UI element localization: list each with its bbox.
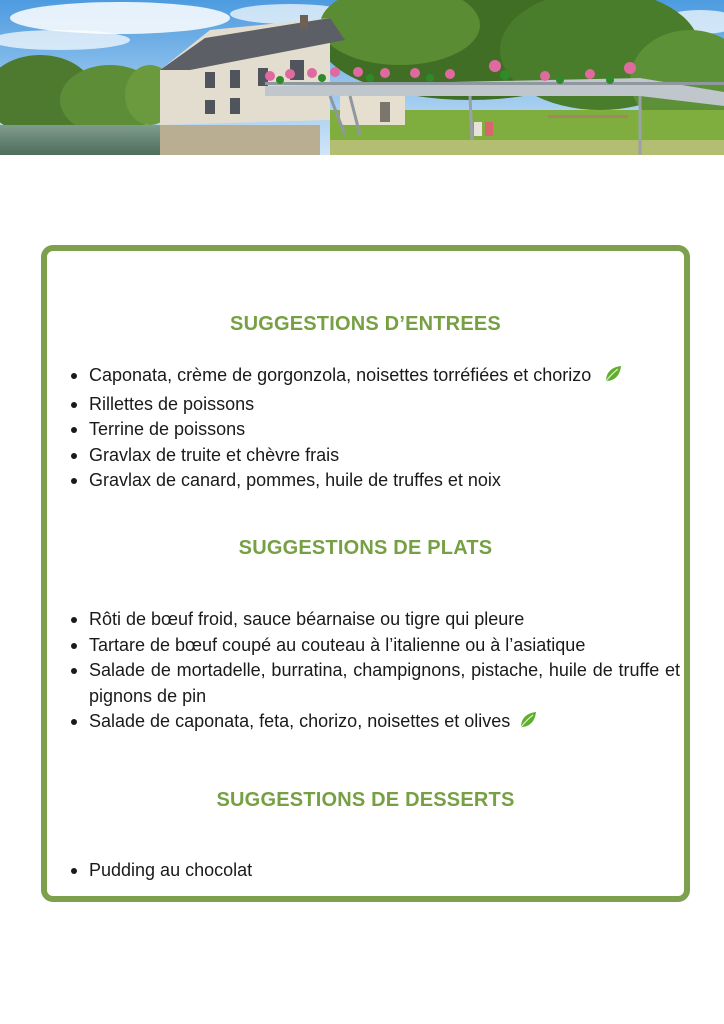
list-item [47, 633, 684, 659]
list-item [47, 443, 684, 469]
list-item [47, 417, 684, 443]
list-item-text: Rillettes de poissons [89, 393, 255, 414]
list-item [47, 607, 684, 633]
bullet [71, 402, 77, 408]
list-item-text: Terrine de poissons [89, 419, 246, 439]
bullet [71, 427, 77, 433]
list-item [47, 709, 684, 738]
section-title-desserts: SUGGESTIONS DE DESSERTS [216, 789, 515, 811]
desserts-list [47, 858, 684, 884]
leaf-icon [518, 710, 538, 738]
bullet [71, 453, 77, 459]
list-item-text: Rôti de bœuf froid, sauce béarnaise ou tigre qui pleure [89, 609, 525, 629]
list-item [47, 658, 684, 709]
list-item-text: Gravlax de truite et chèvre frais [89, 444, 340, 465]
list-item-text: Salade de caponata, feta, chorizo, noisettes et olives [89, 711, 511, 731]
list-item-text: Caponata, crème de gorgonzola, noisettes torréfiées et chorizo [89, 365, 592, 385]
bullet [71, 868, 77, 874]
list-item [47, 363, 684, 392]
bullet [71, 478, 77, 484]
plats-list [47, 607, 684, 738]
list-item-text: Gravlax de canard, pommes, huile de truffes et noix [89, 470, 501, 490]
header-photo [0, 0, 724, 155]
bullet [71, 617, 77, 623]
entrees-list [47, 363, 684, 494]
list-item-text: Pudding au chocolat [89, 860, 253, 880]
list-item [47, 858, 684, 884]
section-title-entrees: SUGGESTIONS D’ENTREES [230, 313, 501, 335]
list-item-text: Salade de mortadelle, burratina, champignons, pistache, huile de truffe et pignons de pin [89, 660, 680, 706]
bullet [71, 719, 77, 725]
list-item [47, 392, 684, 418]
list-item-text: Tartare de bœuf coupé au couteau à l’italienne ou à l’asiatique [89, 634, 586, 655]
bullet [71, 668, 77, 674]
leaf-icon [603, 364, 623, 392]
section-title-plats: SUGGESTIONS DE PLATS [238, 537, 493, 559]
bullet [71, 373, 77, 379]
list-item [47, 468, 684, 494]
menu-card [41, 245, 690, 902]
bullet [71, 643, 77, 649]
